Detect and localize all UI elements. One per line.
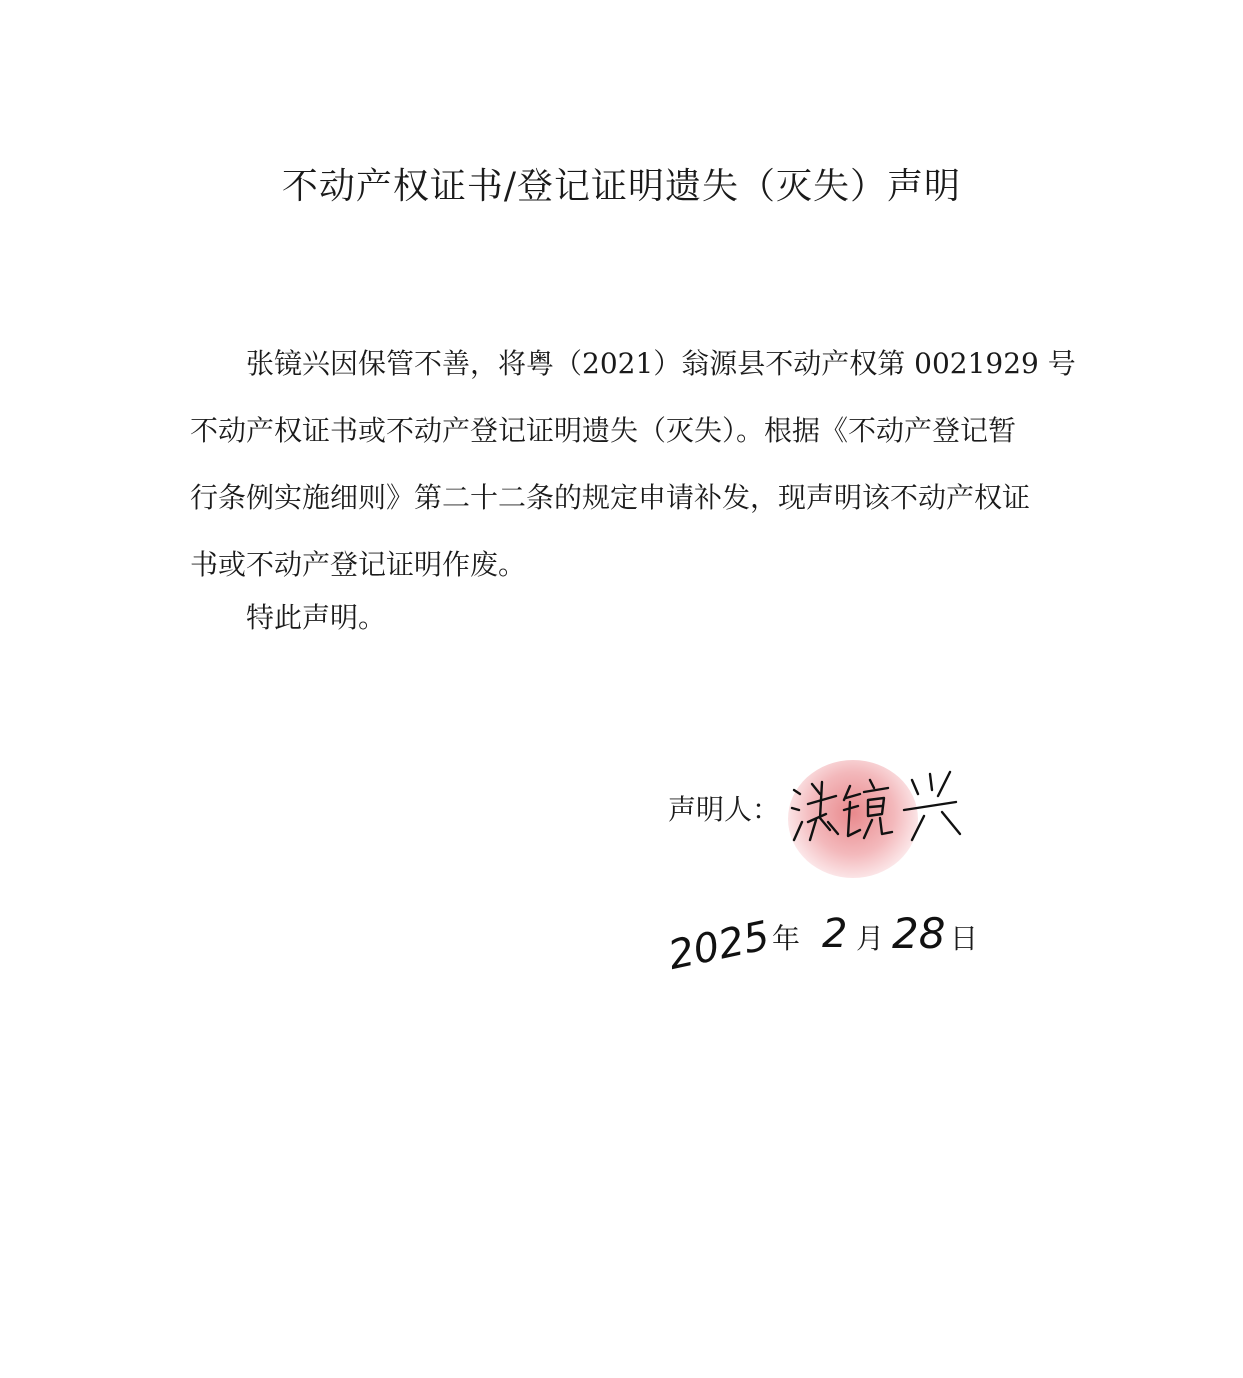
date-month-suffix: 月 — [856, 922, 885, 955]
signing-date — [660, 905, 990, 995]
date-month: 2 — [822, 911, 848, 957]
statement-line: 张镜兴因保管不善，将粤（2021）翁源县不动产权第 0021929 号 — [246, 347, 1076, 380]
statement-line: 书或不动产登记证明作废。 — [190, 548, 527, 581]
statement-line: 行条例实施细则》第二十二条的规定申请补发，现声明该不动产权证 — [190, 481, 1031, 514]
handwritten-signature — [786, 760, 976, 860]
date-year: 2025 — [664, 912, 774, 980]
statement-body — [190, 330, 1076, 598]
statement-line: 不动产权证书或不动产登记证明遗失（灭失）。根据《不动产登记暂 — [190, 414, 1017, 447]
date-year-suffix: 年 — [772, 922, 801, 955]
document-title: 不动产权证书/登记证明遗失（灭失）声明 — [281, 166, 962, 207]
declarant-label: 声明人： — [668, 793, 781, 826]
date-day-suffix: 日 — [950, 922, 979, 955]
date-day: 28 — [892, 909, 946, 958]
closing-text: 特此声明。 — [246, 601, 387, 634]
